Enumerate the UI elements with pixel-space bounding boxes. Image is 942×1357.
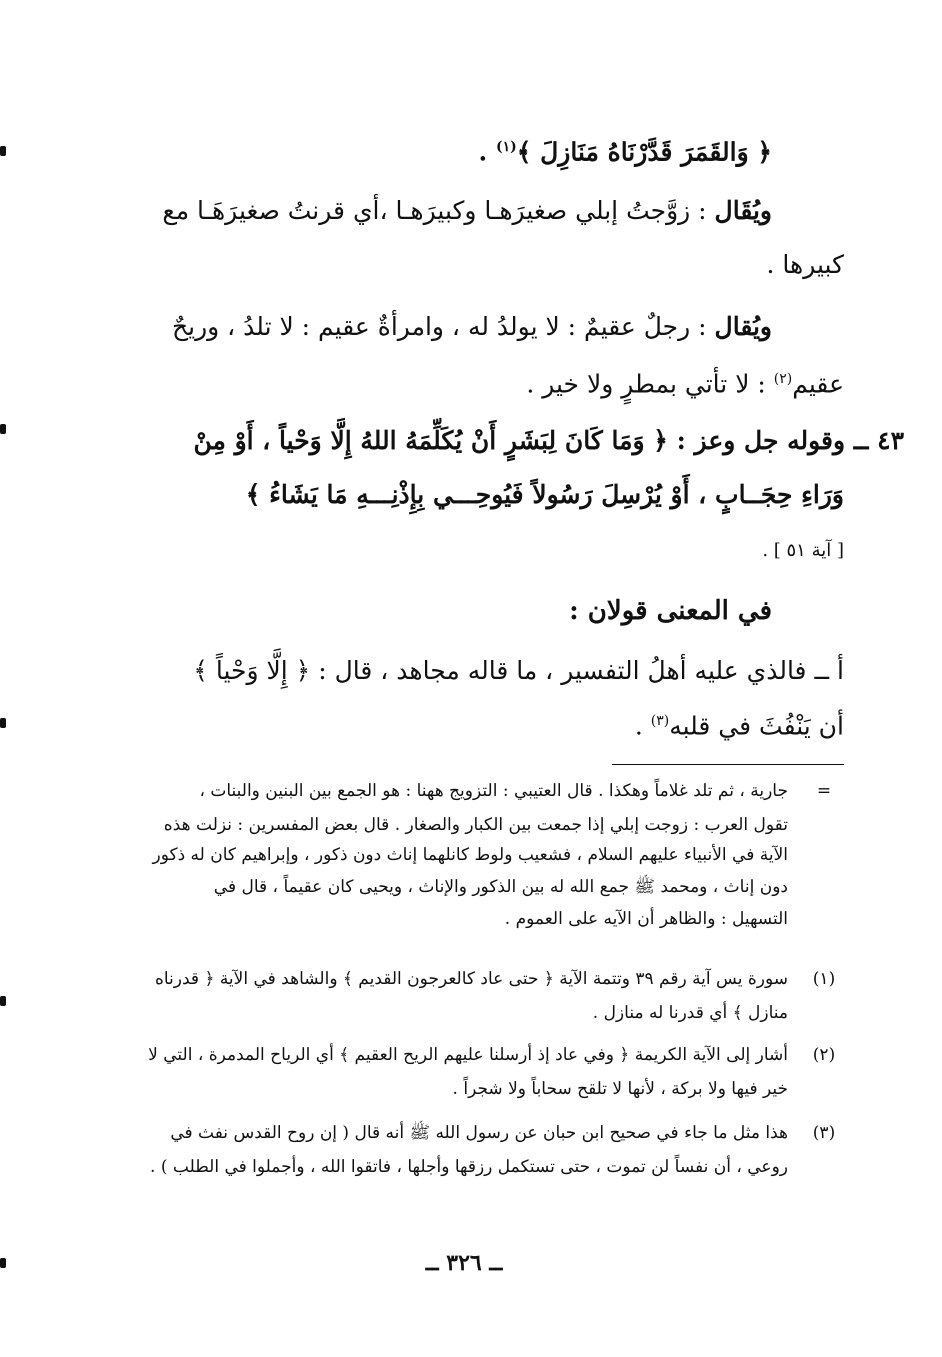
lead-word: ويُقَال (714, 196, 772, 225)
footnote-separator (612, 764, 844, 765)
quran-quote-line (479, 130, 772, 169)
footnote-mark: (٢) (812, 1045, 836, 1065)
footnote-line: جارية ، ثم تلد غلاماً وهكذا . قال العتيبي : التزويج ههنا : هو الجمع بين البنين والبنات ، (199, 781, 788, 801)
paragraph-line (635, 704, 844, 743)
footnote-line: سورة يس آية رقم ٣٩ وتتمة الآية ﴿ حتى عاد كالعرجون القديم ﴾ والشاهد في الآية ﴿ قدرناه (154, 969, 788, 989)
footnote-line: التسهيل : والظاهر أن الآيه على العموم . (504, 909, 788, 929)
footnote-line: أشار إلى الآية الكريمة ﴿ وفي عاد إذ أرسلنا عليهم الريح العقيم ﴾ أي الرياح المدمرة ، التي لا (148, 1045, 788, 1065)
footnote-1 (84, 964, 844, 1028)
footnote-line: دون إناث ، ومحمد ﷺ جمع الله له بين الذكور والإناث ، ويحيى كان عقيماً ، قال في (213, 877, 788, 897)
paragraph-text: . (634, 711, 651, 741)
footnote-line: هذا مثل ما جاء في صحيح ابن حبان عن رسول الله ﷺ أنه قال ( إن روح القدس نفث في (170, 1123, 788, 1143)
verse-line (193, 424, 904, 458)
paragraph-text: : زوَّجتُ إبلي صغيرَهـا وكبيرَهـا ،أي قرنتُ صغيرَهَـا مع (162, 196, 715, 225)
verse-number: ٤٣ ــ (853, 426, 904, 455)
footnote-ref: (٢) (773, 371, 793, 387)
margin-mark (0, 718, 6, 728)
footnote-ref: (١) (495, 139, 517, 155)
verse-text: وقوله جل وعز : ﴿ وَمَا كَانَ لِبَشَرٍ أَنْ يُكَلِّمَهُ اللهُ إِلَّا وَحْياً ، أَوْ مِنْ (193, 426, 846, 455)
paragraph-text: عقيم (792, 369, 844, 399)
paragraph-text: أ ــ فالذي عليه أهلُ التفسير ، ما قاله مجاهد ، قال : ﴿ إِلَّا وَحْياً ﴾ (193, 656, 844, 685)
footnote-2 (84, 1040, 844, 1104)
footnote-mark: (١) (812, 969, 836, 989)
section-heading: في المعنى قولان : (569, 596, 772, 626)
footnote-line: منازل ﴾ أي قدرنا له منازل . (592, 1003, 788, 1023)
verse-text: وَرَاءِ حِجَــابٍ ، أَوْ يُرْسِلَ رَسُولاً فَيُوحِـــي بِإِذْنِـــهِ مَا يَشَاءُ ﴾ (245, 480, 844, 509)
footnote-continuation (84, 776, 844, 929)
margin-mark (0, 146, 6, 156)
footnote-line: خير فيها ولا بركة ، لأنها لا تلقح سحاباً ولا شجراً . (452, 1079, 788, 1099)
lead-word: ويُقال (714, 312, 772, 341)
verse-reference: [ آية ٥١ ] . (762, 540, 844, 561)
continuation-mark: = (816, 781, 832, 801)
quran-quote: ﴿ وَالقَمَرَ قَدَّرْنَاهُ مَنَازِلَ ﴾ (516, 137, 772, 167)
paragraph-text: : رجلٌ عقيمٌ : لا يولدُ له ، وامرأةٌ عقيم : لا تلدُ ، وريحٌ (171, 312, 715, 341)
paragraph-line (526, 362, 844, 401)
paragraph-line (767, 248, 844, 282)
footnote-3 (84, 1118, 844, 1182)
footnote-mark: (٣) (812, 1123, 836, 1143)
margin-mark (0, 1258, 6, 1268)
paragraph-text: أن يَنْفُثَ في قلبه (669, 711, 844, 741)
paragraph-line (162, 194, 772, 228)
footnote-line: الآية في الأنبياء عليهم السلام ، فشعيب ولوط كانلهما إناث دون ذكور ، وإبراهيم كان له ذكور (152, 845, 788, 865)
page (84, 0, 904, 1357)
verse-line (246, 478, 844, 512)
page-number: ــ ٣٢٦ ــ (425, 1250, 503, 1276)
footnote-ref: (٣) (650, 713, 670, 729)
footnote-line: تقول العرب : زوجت إبلي إذا جمعت بين الكبار والصغار . قال بعض المفسرين : نزلت هذه (163, 815, 788, 835)
margin-mark (0, 424, 6, 434)
paragraph-text: : لا تأتي بمطرٍ ولا خير . (526, 369, 774, 399)
paragraph-line (193, 654, 844, 688)
paragraph-text: كبيرها . (766, 250, 844, 279)
paragraph-line (172, 310, 772, 344)
margin-mark (0, 996, 6, 1006)
footnote-line: روعي ، أن نفساً لن تموت ، حتى تستكمل رزقها وأجلها ، فاتقوا الله ، وأجملوا في الطلب ) . (150, 1157, 788, 1177)
punctuation: . (478, 137, 496, 167)
